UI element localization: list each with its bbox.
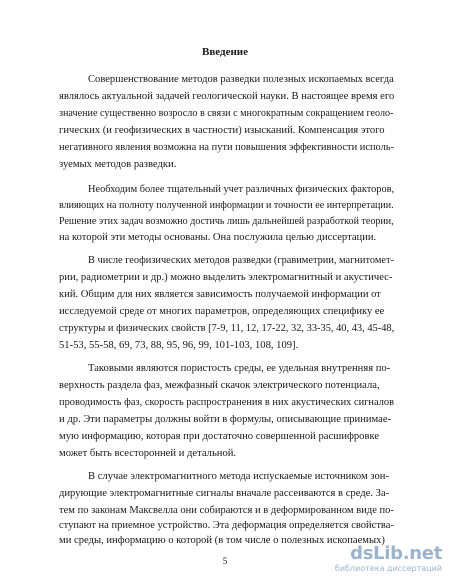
text-line: зуемых методов разведки. (59, 159, 177, 170)
text-line: Решение этих задач возможно достичь лишь дальнейшей разработкой теории, (59, 216, 394, 227)
text-line: может быть всесторонней и детальной. (59, 448, 237, 459)
text-line: кий. Общим для них является зависимость получаемой информации от (59, 289, 381, 300)
text-line: проводимость фаз, скорость распространения в них акустических сигналов (59, 397, 395, 408)
watermark-logo: dsLib.net (350, 543, 442, 564)
text-line: структуры и физических свойств [7-9, 11, 12, 17-22, 32, 33-35, 40, 43, 45-48, (59, 323, 395, 334)
dslib-watermark (330, 544, 442, 576)
text-line: и др. Эти параметры должны войти в формулы, описывающие принимае- (59, 414, 392, 425)
text-line: являлось актуальной задачей геологической науки. В настоящее время его (59, 91, 395, 102)
text-line: ступают на приемное устройство. Эта деформация определяется свойства- (59, 520, 394, 531)
text-line: влияющих на полноту полученной информации и точности ее интерпретации. (59, 200, 394, 211)
text-line: исследуемой среде от многих параметров, определяющих специфику ее (59, 306, 385, 317)
text-line: дирующие электромагнитные сигналы вначале рассеиваются в среде. За- (59, 488, 390, 499)
page-number: 5 (222, 556, 228, 566)
text-line: мую информацию, которая при достаточно совершенной расшифровке (59, 431, 380, 442)
text-line: верхность раздела фаз, межфазный скачок электрического потенциала, (59, 380, 380, 391)
text-line: тем по законам Максвелла они собираются и в деформированном виде по- (59, 505, 394, 516)
text-line: Совершенствование методов разведки полезных ископаемых всегда (88, 74, 394, 85)
text-line: ми среды, информацию о которой (в том числе о полезных ископаемых) (59, 535, 385, 546)
text-line: Таковыми являются пористость среды, ее удельная внутренняя по- (88, 363, 391, 374)
text-line: В случае электромагнитного метода испускаемые источником зон- (88, 471, 389, 482)
text-line: на которой эти методы основаны. Она послужила целью диссертации. (59, 232, 377, 243)
section-title: Введение (201, 46, 249, 58)
text-line: гических (и геофизических в частности) изысканий. Компенсация этого (59, 125, 385, 136)
text-line: В числе геофизических методов разведки (гравиметрии, магнитомет- (88, 255, 394, 266)
text-line: негативного явления возможна на пути повышения эффективности исполь- (59, 142, 394, 153)
text-line: Необходим более тщательный учет различных физических факторов, (88, 184, 395, 195)
text-line: рии, радиометрии и др.) можно выделить электромагнитный и акустичес- (59, 272, 393, 283)
text-line: 51-53, 55-58, 69, 73, 88, 95, 96, 99, 101-103, 108, 109]. (59, 340, 299, 351)
text-line: значение существенно возросло в связи с многократным сокращением геоло- (59, 108, 394, 119)
watermark-subtitle: библиотека диссертаций (334, 564, 442, 573)
